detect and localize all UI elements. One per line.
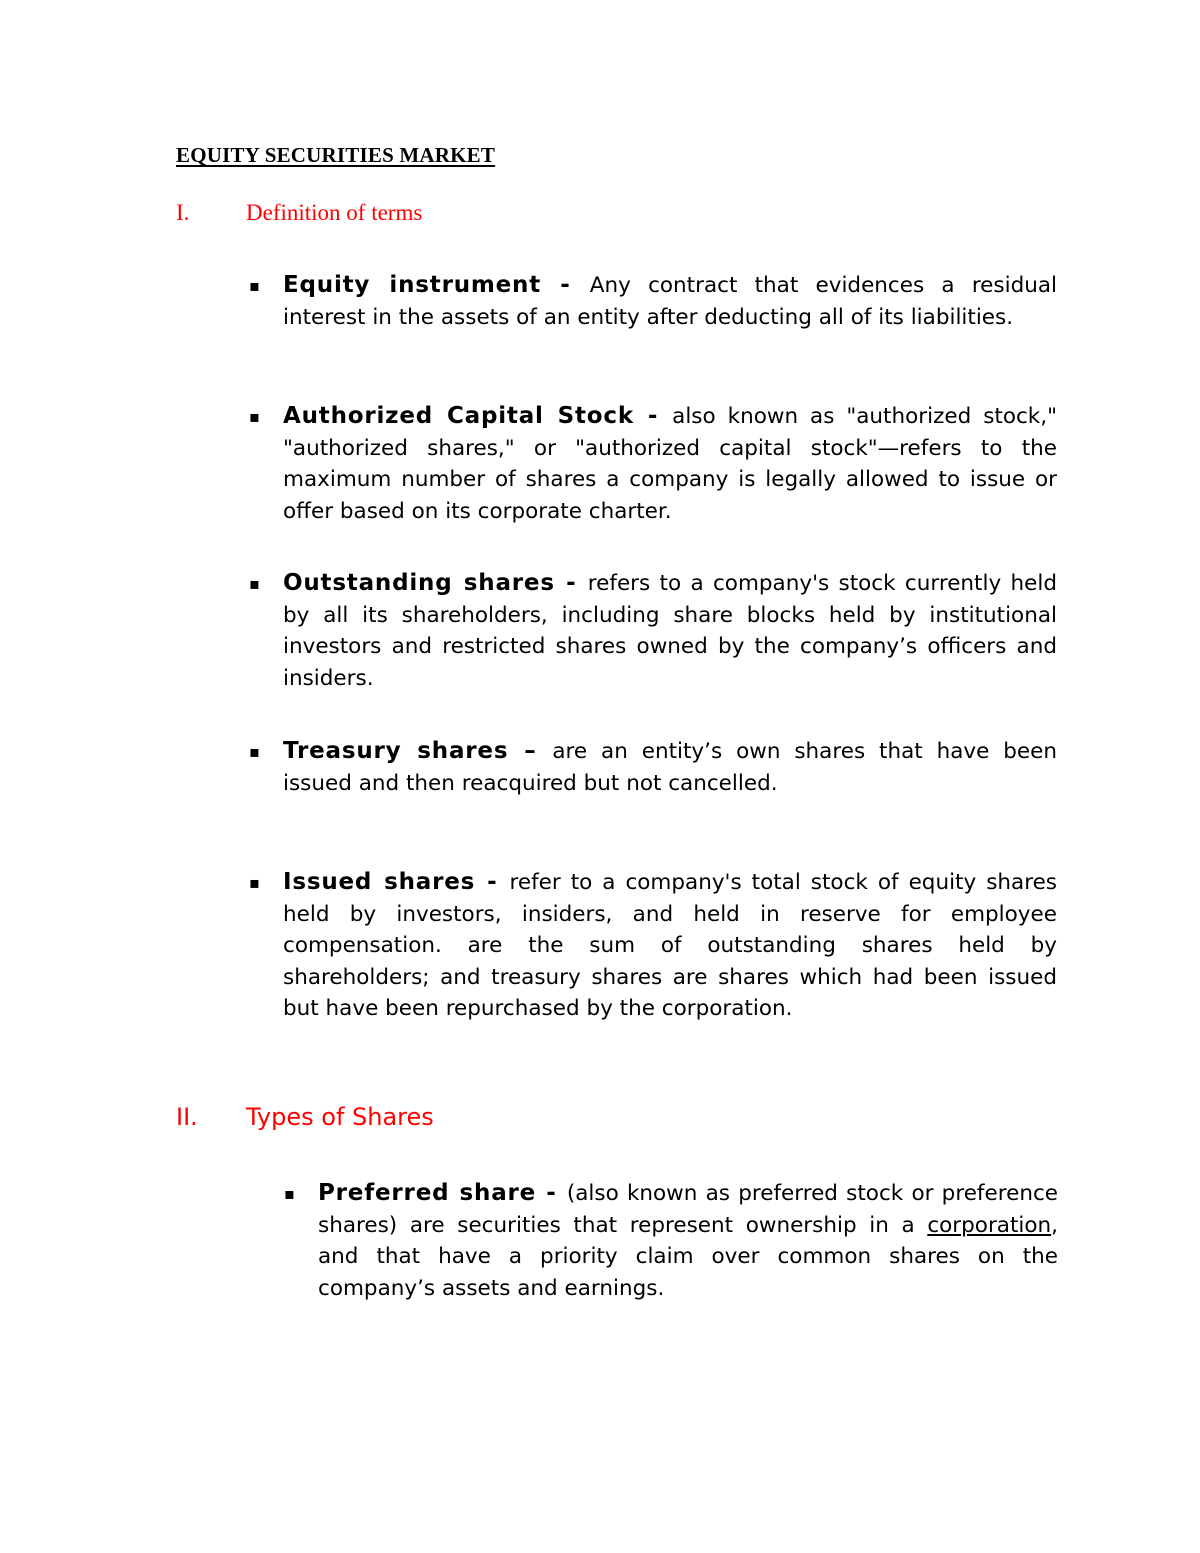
definition-text: Any contract that evidences a residual interest in the assets of an entity after deducting all of its liabilities. xyxy=(283,273,1058,330)
definition-item xyxy=(249,867,1058,1025)
separator: - xyxy=(536,1180,567,1206)
term: Authorized Capital Stock xyxy=(283,403,634,429)
definition-text: refers to a company's stock currently held by all its shareholders, including share blocks held by institutional investors and restricted shares owned by the company’s officers and insiders. xyxy=(283,571,1057,691)
separator: - xyxy=(475,869,510,895)
term: Issued shares xyxy=(283,869,476,895)
separator: - xyxy=(541,272,590,298)
bullet-icon: ▪ xyxy=(249,742,260,761)
definition-item xyxy=(249,736,1057,799)
definition-text: , and that have a priority claim over common shares on the company’s assets and earnings. xyxy=(318,1212,1058,1301)
definition-item xyxy=(249,401,1057,527)
term: Equity instrument xyxy=(283,272,542,298)
section-number: I. xyxy=(176,200,190,225)
bullet-icon: ▪ xyxy=(249,574,260,593)
term: Preferred share xyxy=(318,1180,537,1206)
separator: – xyxy=(508,738,553,764)
definition-item xyxy=(249,270,1058,333)
corporation-link[interactable]: corporation xyxy=(927,1212,1052,1238)
term: Outstanding shares xyxy=(283,570,555,596)
section-number: II. xyxy=(176,1103,198,1131)
separator: - xyxy=(633,403,673,429)
section-title: Definition of terms xyxy=(246,200,423,225)
document-title: EQUITY SECURITIES MARKET xyxy=(176,143,496,167)
definition-text: refer to a company's total stock of equity shares held by investors, insiders, and held in reserve for employee compensation. are the sum of outstanding shares held by shareholders; and treasury shares are shares which had been issued but have been repurchased by the corporation. xyxy=(283,870,1058,1021)
bullet-icon: ▪ xyxy=(249,407,260,426)
section-title: Types of Shares xyxy=(246,1103,434,1131)
definition-item xyxy=(284,1178,1058,1304)
definition-text: (also known as preferred stock or preference shares) are securities that represent ownership in a xyxy=(318,1181,1058,1238)
term: Treasury shares xyxy=(283,738,509,764)
bullet-icon: ▪ xyxy=(249,873,260,892)
bullet-icon: ▪ xyxy=(284,1184,295,1203)
definition-text: also known as "authorized stock," "authorized shares," or "authorized capital stock"—refers to the maximum number of shares a company is legally allowed to issue or offer based on its corporate charter. xyxy=(283,404,1057,524)
separator: - xyxy=(554,570,588,596)
bullet-icon: ▪ xyxy=(249,276,260,295)
definition-item xyxy=(249,568,1057,694)
definition-text: are an entity’s own shares that have been issued and then reacquired but not cancelled. xyxy=(283,739,1057,796)
